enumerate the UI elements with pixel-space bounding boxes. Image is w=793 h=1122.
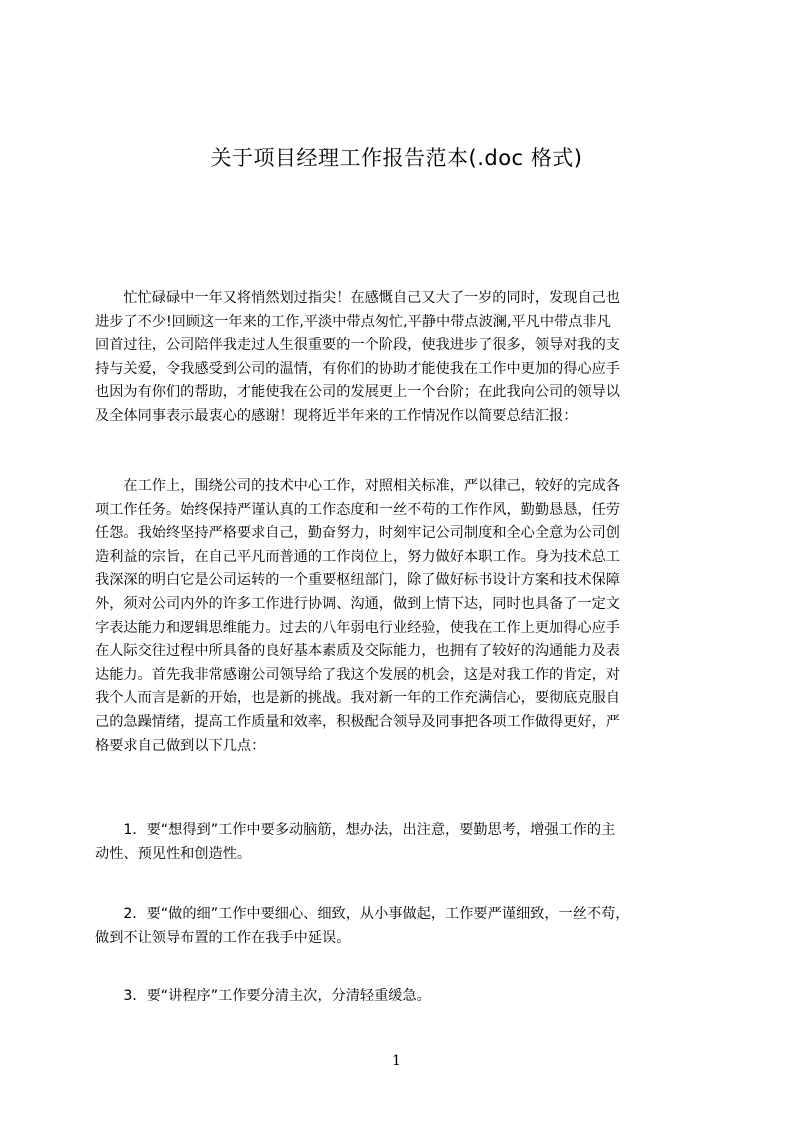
text-line: 达能力。首先我非常感谢公司领导给了我这个发展的机会，这是对我工作的肯定，对 [95,666,620,683]
page-number: 1 [392,1053,401,1069]
text-line: 及全体同事表示最衷心的感谢！现将近半年来的工作情况作以简要总结汇报： [95,407,578,424]
text-line: 我个人而言是新的开始，也是新的挑战。我对新一年的工作充满信心，要彻底克服自 [95,690,620,707]
text-line: 回首过往，公司陪伴我走过人生很重要的一个阶段，使我进步了很多，领导对我的支 [95,337,620,354]
text-line: 己的急躁情绪，提高工作质量和效率，积极配合领导及同事把各项工作做得更好，严 [95,713,620,730]
text-line: 2．要“做的细”工作中要细心、细致，从小事做起，工作要严谨细致，一丝不苟， [95,906,630,922]
paragraph-intro [95,287,705,429]
document-title: 关于项目经理工作报告范本(.doc 格式) [210,146,583,170]
paragraph-point-1 [95,819,705,866]
paragraph-point-3 [95,985,705,1009]
text-line: 3．要“讲程序”工作要分清主次，分清轻重缓急。 [95,988,431,1004]
text-line: 忙忙碌碌中一年又将悄然划过指尖！在感慨自己又大了一岁的同时，发现自己也 [95,290,620,306]
text-line: 字表达能力和逻辑思维能力。过去的八年弱电行业经验，使我在工作上更加得心应手 [95,619,620,636]
text-line: 也因为有你们的帮助，才能使我在公司的发展更上一个台阶；在此我向公司的领导以 [95,384,620,401]
text-line: 在人际交往过程中所具备的良好基本素质及交际能力，也拥有了较好的沟通能力及表 [95,643,620,660]
paragraph-point-2 [95,903,705,950]
text-line: 做到不让领导布置的工作在我手中延误。 [95,929,351,946]
text-line: 造利益的宗旨，在自己平凡而普通的工作岗位上，努力做好本职工作。身为技术总工 [95,548,620,565]
paragraph-work [95,475,705,758]
text-line: 1．要“想得到”工作中要多动脑筋，想办法，出注意，要勤思考，增强工作的主 [95,822,616,838]
text-line: 持与关爱，令我感受到公司的温情，有你们的协助才能使我在工作中更加的得心应手 [95,360,620,377]
text-line: 外，须对公司内外的许多工作进行协调、沟通，做到上情下达，同时也具备了一定文 [95,595,620,612]
text-line: 动性、预见性和创造性。 [95,845,252,862]
text-line: 格要求自己做到以下几点： [95,737,266,754]
text-line: 任怨。我始终坚持严格要求自己，勤奋努力，时刻牢记公司制度和全心全意为公司创 [95,525,620,542]
text-line: 进步了不少!回顾这一年来的工作,平淡中带点匆忙,平静中带点波澜,平凡中带点非凡 [95,313,611,330]
text-line: 在工作上，围绕公司的技术中心工作，对照相关标准，严以律己，较好的完成各 [95,478,620,494]
text-line: 我深深的明白它是公司运转的一个重要枢纽部门，除了做好标书设计方案和技术保障 [95,572,620,589]
text-line: 项工作任务。始终保持严谨认真的工作态度和一丝不苟的工作作风，勤勤恳恳，任劳 [95,501,620,518]
